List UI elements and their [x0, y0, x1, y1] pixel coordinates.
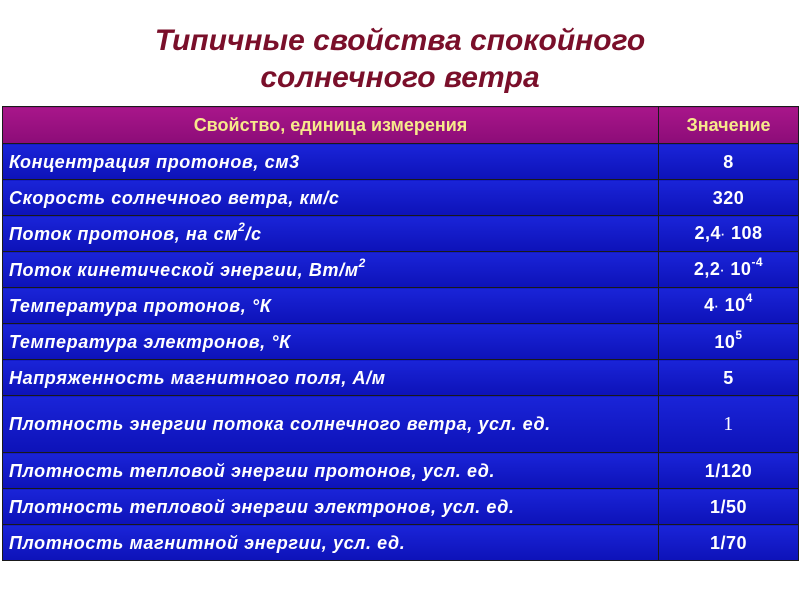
property-cell	[3, 216, 659, 252]
value-cell: 5	[659, 360, 799, 396]
value-cell	[659, 216, 799, 252]
value-base: 4	[704, 294, 715, 315]
property-superscript: 2	[238, 219, 246, 234]
value-multiply-dot: ·	[720, 263, 725, 278]
table-row	[3, 288, 799, 324]
value-multiply-dot: ·	[714, 299, 720, 314]
property-cell: Плотность энергии потока солнечного ветра, усл. ед.	[3, 396, 659, 453]
table-header-row	[3, 107, 799, 144]
property-text: Поток кинетической энергии, Вт/м	[9, 259, 359, 280]
value-rest: 10	[714, 331, 736, 352]
property-cell: Плотность тепловой энергии протонов, усл. ед.	[3, 453, 659, 489]
header-value: Значение	[659, 107, 799, 144]
value-superscript: -4	[751, 254, 764, 269]
value-cell: 1/50	[659, 489, 799, 525]
property-cell: Температура протонов, °К	[3, 288, 659, 324]
value-rest: 108	[725, 222, 763, 243]
value-cell: 320	[659, 180, 799, 216]
property-cell: Концентрация протонов, см3	[3, 144, 659, 180]
property-text: Поток протонов, на см	[9, 223, 239, 244]
value-cell: 8	[659, 144, 799, 180]
value-cell	[659, 324, 799, 360]
table-row	[3, 252, 799, 288]
property-cell: Напряженность магнитного поля, А/м	[3, 360, 659, 396]
table-row	[3, 453, 799, 489]
table-row	[3, 525, 799, 561]
properties-table	[2, 106, 799, 561]
property-cell: Температура электронов, °К	[3, 324, 659, 360]
property-cell	[3, 252, 659, 288]
value-cell	[659, 288, 799, 324]
value-superscript: 5	[735, 327, 743, 342]
property-superscript: 2	[358, 255, 366, 270]
table-row	[3, 216, 799, 252]
header-property: Свойство, единица измерения	[3, 107, 659, 144]
title-line-1: Типичные свойства спокойного	[154, 24, 646, 57]
value-cell	[659, 252, 799, 288]
table-row	[3, 360, 799, 396]
table-row	[3, 144, 799, 180]
value-cell: 1/120	[659, 453, 799, 489]
value-cell: 1	[659, 396, 799, 453]
value-cell: 1/70	[659, 525, 799, 561]
value-superscript: 4	[745, 290, 753, 305]
table-row	[3, 396, 799, 453]
property-text-suffix: /с	[245, 223, 262, 244]
value-base: 2,2	[693, 258, 721, 279]
value-rest: 10	[724, 258, 752, 279]
table-row	[3, 180, 799, 216]
page-title	[0, 22, 800, 96]
value-multiply-dot: ·	[720, 227, 726, 242]
property-cell: Плотность тепловой энергии электронов, усл. ед.	[3, 489, 659, 525]
property-cell: Скорость солнечного ветра, км/с	[3, 180, 659, 216]
table-row	[3, 489, 799, 525]
table-row	[3, 324, 799, 360]
value-base: 2,4	[694, 222, 721, 243]
property-cell: Плотность магнитной энергии, усл. ед.	[3, 525, 659, 561]
value-rest: 10	[719, 294, 746, 315]
title-line-2: солнечного ветра	[260, 61, 540, 94]
